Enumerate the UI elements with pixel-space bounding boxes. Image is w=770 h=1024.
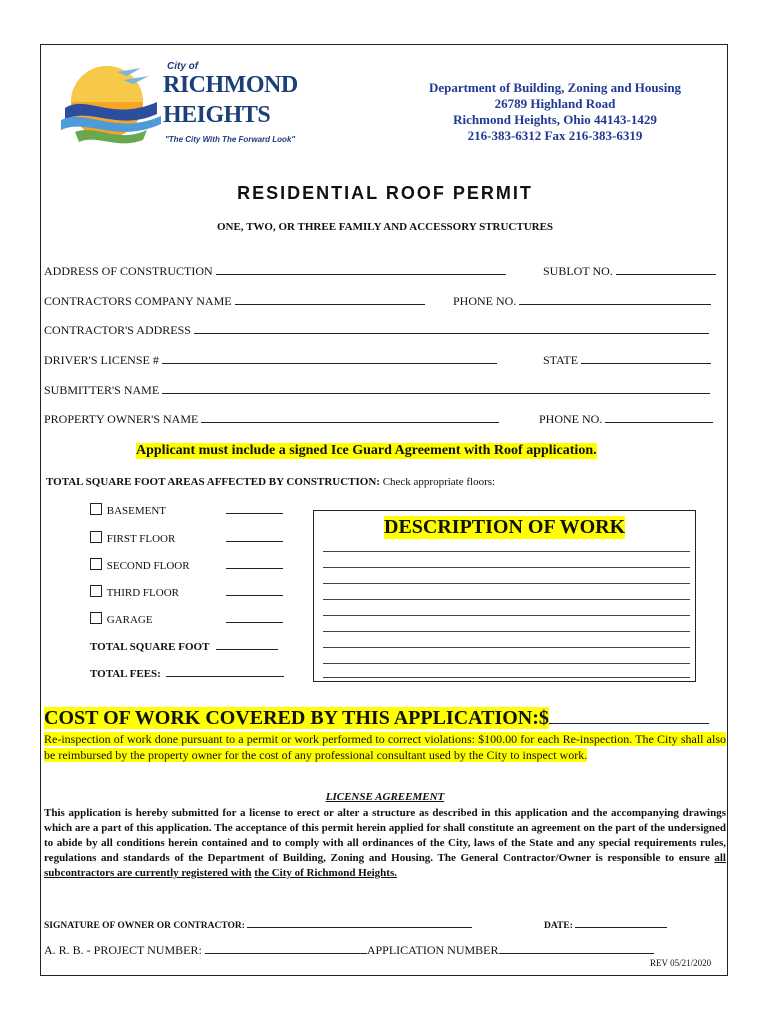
second-floor-sqft-line[interactable] [226, 568, 283, 569]
contractor-address-field[interactable] [44, 323, 709, 338]
drivers-license-label: DRIVER'S LICENSE # [44, 353, 159, 367]
department-name: Department of Building, Zoning and Housing [428, 80, 682, 95]
phone-line-1[interactable] [519, 294, 711, 305]
logo-name-line1: RICHMOND [163, 72, 298, 98]
reinspection-notice [44, 731, 726, 763]
phone-field-1[interactable] [453, 294, 711, 309]
description-line[interactable] [323, 663, 690, 664]
application-number-line[interactable] [499, 943, 654, 954]
contractor-company-field[interactable] [44, 294, 425, 309]
reinspection-text: Re-inspection of work done pursuant to a permit or work performed to correct violations: $100.00 for each Re-inspection. The City shall also be reimbursed by the property owner for the cost of any professional consultant used by the City to inspect work. [44, 732, 726, 762]
project-number-row[interactable] [44, 943, 654, 958]
property-owner-label: PROPERTY OWNER'S NAME [44, 412, 199, 426]
first-floor-checkbox[interactable] [90, 531, 102, 543]
license-agreement-text: This application is hereby submitted for a license to erect or alter a structure as described in this application and the accompanying drawings which are a part of this application. The acceptance of this permit herein applied for shall constitute an agreement on the part of the undersigned to abide by all conditions herein contained and to comply with all ordinances of the City, laws of the State and any special requirements rules, regulations and standards of the Department of Building, Zoning and Housing. The General Contractor/Owner is responsible to ensure [44, 807, 726, 864]
phone-line-2[interactable] [605, 412, 713, 423]
description-line[interactable] [323, 677, 690, 678]
cost-of-work-field[interactable] [44, 705, 709, 730]
sun-wave-icon [57, 58, 162, 152]
ice-guard-notice: Applicant must include a signed Ice Guard Agreement with Roof application. [136, 443, 597, 458]
floor-row-basement[interactable] [90, 503, 166, 517]
page-title: RESIDENTIAL ROOF PERMIT [237, 183, 533, 203]
submitter-label: SUBMITTER'S NAME [44, 383, 160, 397]
description-line[interactable] [323, 567, 690, 568]
first-floor-label: FIRST FLOOR [106, 533, 176, 545]
address-line[interactable] [216, 264, 506, 275]
second-floor-checkbox[interactable] [90, 558, 102, 570]
logo-name-line2: HEIGHTS [163, 102, 271, 128]
logo-tagline: "The City With The Forward Look" [165, 135, 296, 144]
total-square-foot-line[interactable] [216, 639, 278, 650]
date-line[interactable] [575, 919, 667, 928]
total-fees-line[interactable] [166, 666, 284, 677]
address-label: ADDRESS OF CONSTRUCTION [44, 264, 213, 278]
date-label: DATE: [544, 921, 573, 931]
garage-checkbox[interactable] [90, 612, 102, 624]
square-foot-instruction: Check appropriate floors: [382, 476, 496, 488]
license-agreement-body [44, 806, 726, 881]
description-line[interactable] [323, 551, 690, 552]
basement-sqft-line[interactable] [226, 513, 283, 514]
contractor-company-line[interactable] [235, 294, 425, 305]
submitter-line[interactable] [162, 383, 710, 394]
total-square-foot-row[interactable] [90, 639, 278, 653]
city-logo [57, 58, 307, 152]
garage-label: GARAGE [106, 614, 153, 626]
floor-row-second[interactable] [90, 558, 190, 572]
garage-sqft-line[interactable] [226, 622, 283, 623]
contractor-address-line[interactable] [194, 323, 709, 334]
signature-field[interactable] [44, 919, 472, 931]
floor-row-third[interactable] [90, 585, 179, 599]
third-floor-checkbox[interactable] [90, 585, 102, 597]
logo-city-of: City of [167, 61, 199, 72]
second-floor-label: SECOND FLOOR [106, 560, 190, 572]
license-underlined-1: all subcontractors are currently registered with [44, 852, 726, 879]
total-fees-label: TOTAL FEES: [90, 668, 161, 680]
revision-date: REV 05/21/2020 [650, 958, 712, 968]
description-line[interactable] [323, 647, 690, 648]
property-owner-field[interactable] [44, 412, 499, 427]
square-foot-heading [46, 476, 495, 488]
arb-project-number-line[interactable] [205, 943, 367, 954]
phone-label-2: PHONE NO. [539, 412, 603, 426]
department-address [400, 80, 710, 144]
third-floor-sqft-line[interactable] [226, 595, 283, 596]
state-field[interactable] [543, 353, 711, 368]
contractor-address-label: CONTRACTOR'S ADDRESS [44, 323, 191, 337]
signature-label: SIGNATURE OF OWNER OR CONTRACTOR: [44, 921, 245, 931]
description-box[interactable] [313, 510, 696, 682]
page-subtitle: ONE, TWO, OR THREE FAMILY AND ACCESSORY STRUCTURES [216, 221, 554, 233]
total-square-foot-label: TOTAL SQUARE FOOT [90, 641, 210, 653]
basement-label: BASEMENT [106, 505, 167, 517]
submitter-field[interactable] [44, 383, 710, 398]
state-label: STATE [543, 353, 579, 367]
property-owner-line[interactable] [201, 412, 499, 423]
cost-of-work-label: COST OF WORK COVERED BY THIS APPLICATION:$ [44, 707, 549, 729]
signature-line[interactable] [247, 919, 472, 928]
address-field[interactable] [44, 264, 506, 279]
sublot-line[interactable] [616, 264, 716, 275]
floor-row-garage[interactable] [90, 612, 153, 626]
description-line[interactable] [323, 599, 690, 600]
square-foot-heading-text: TOTAL SQUARE FOOT AREAS AFFECTED BY CONSTRUCTION: [46, 476, 380, 488]
contractor-company-label: CONTRACTORS COMPANY NAME [44, 294, 232, 308]
description-line[interactable] [323, 631, 690, 632]
description-line[interactable] [323, 615, 690, 616]
state-line[interactable] [581, 353, 711, 364]
application-number-label: APPLICATION NUMBER [366, 943, 499, 957]
department-street: 26789 Highland Road [494, 96, 616, 111]
floor-row-first[interactable] [90, 531, 175, 545]
department-phone-fax: 216-383-6312 Fax 216-383-6319 [467, 128, 643, 143]
drivers-license-field[interactable] [44, 353, 497, 368]
first-floor-sqft-line[interactable] [226, 541, 283, 542]
arb-project-number-label: A. R. B. - PROJECT NUMBER: [44, 943, 202, 957]
description-line[interactable] [323, 583, 690, 584]
total-fees-row[interactable] [90, 666, 284, 680]
third-floor-label: THIRD FLOOR [106, 587, 179, 599]
drivers-license-line[interactable] [162, 353, 497, 364]
phone-field-2[interactable] [539, 412, 713, 427]
cost-of-work-line[interactable] [549, 705, 709, 724]
sublot-label: SUBLOT NO. [543, 264, 613, 278]
department-city: Richmond Heights, Ohio 44143-1429 [453, 112, 657, 127]
description-title: DESCRIPTION OF WORK [384, 516, 626, 538]
license-agreement-heading: LICENSE AGREEMENT [325, 791, 445, 803]
phone-label-1: PHONE NO. [453, 294, 517, 308]
license-underlined-2: the City of Richmond Heights. [254, 867, 397, 879]
sublot-field[interactable] [543, 264, 716, 279]
date-field[interactable] [544, 919, 667, 931]
basement-checkbox[interactable] [90, 503, 102, 515]
